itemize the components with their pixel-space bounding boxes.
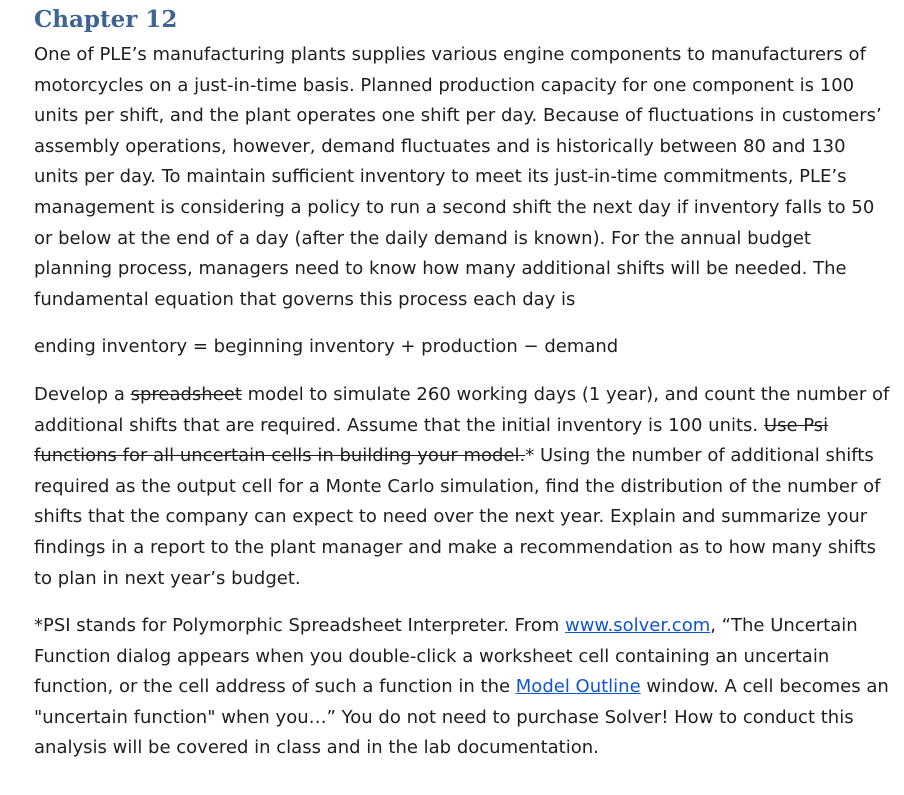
problem-paragraph: One of PLE’s manufacturing plants supplies various engine components to manufacturers of motorcycles on a just-in-time basis. Planned production capacity for one component is 100 units per shift, and the plant operates one shift per day. Because of fluctuations in customers’ assembly operations, however, demand fluctuates and is historically between 80 and 130 units per day. To maintain sufficient inventory to meet its just-in-time commitments, PLE’s management is considering a policy to run a second shift the next day if inventory falls to 50 or below at the end of a day (after the daily demand is known). For the annual budget planning process, managers need to know how many additional shifts will be needed. The fundamental equation that governs this process each day is xyxy=(34,44,882,310)
struck-word-spreadsheet: spreadsheet xyxy=(130,383,242,405)
footnote-text-2: , “The Uncertain Function dialog appears when you double-click a worksheet cell containing an uncertain function, or the cell address of such a function in the xyxy=(34,615,858,698)
task-text-2: model to simulate 260 working days (1 year), and count the number of additional shifts that are required. Assume that the initial inventory is 100 units. xyxy=(34,383,890,436)
solver-website-link[interactable]: www.solver.com xyxy=(564,615,711,637)
inventory-equation: ending inventory = beginning inventory + production − demand xyxy=(34,336,619,358)
task-text-1: Develop a xyxy=(34,383,131,405)
footnote-paragraph xyxy=(34,611,890,764)
model-outline-link[interactable]: Model Outline xyxy=(515,676,641,698)
document-page xyxy=(34,4,890,764)
footnote-text-1: *PSI stands for Polymorphic Spreadsheet Interpreter. From xyxy=(34,615,565,637)
chapter-title: Chapter 12 xyxy=(34,6,178,33)
footnote-text-3: window. A cell becomes an "uncertain function" when you…” You do not need to purchase Solver! How to conduct this analysis will be covered in class and in the lab documentation. xyxy=(34,676,889,759)
task-paragraph xyxy=(34,380,890,594)
struck-sentence-psi: Use Psi functions for all uncertain cells in building your model. xyxy=(34,414,829,467)
task-text-3: * Using the number of additional shifts required as the output cell for a Monte Carlo simulation, find the distribution of the number of shifts that the company can expect to need over the next year. Explain and summarize your findings in a report to the plant manager and make a recommendation as to how many shifts to plan in next year’s budget. xyxy=(34,445,881,589)
